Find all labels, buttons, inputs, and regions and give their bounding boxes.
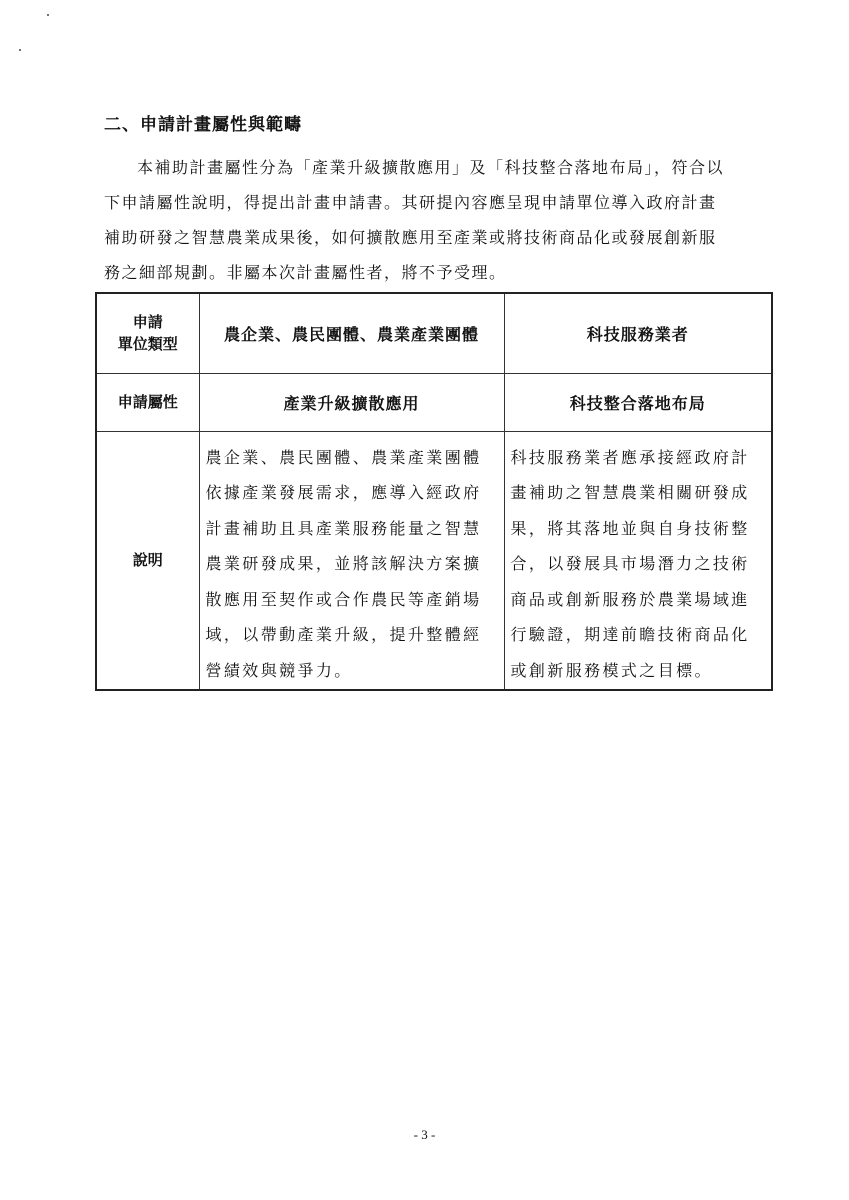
description-label: 說明 [96,431,199,690]
scan-speck [19,49,21,51]
agri-enterprise-header: 農企業、農民團體、農業產業團體 [199,293,504,373]
table-row-description [96,431,772,690]
unit-type-label: 申請 單位類型 [96,293,199,373]
intro-line: 補助研發之智慧農業成果後，如何擴散應用至產業或將技術商品化或發展創新服 [104,228,717,247]
tech-service-header: 科技服務業者 [504,293,772,373]
tech-service-description: 科技服務業者應承接經政府計 畫補助之智慧農業相關研發成 果，將其落地並與自身技術整 合，以發展具市場潛力之技術 商品或創新服務於農業場域進 行驗證，期達前瞻技術商品化 或創新服務模式之目標。 [504,431,772,690]
table-row-unit-type [96,293,772,373]
attributes-table [95,292,773,691]
intro-line: 下申請屬性說明，得提出計畫申請書。其研提內容應呈現申請單位導入政府計畫 [104,193,717,212]
section-heading: 二、申請計畫屬性與範疇 [104,115,302,135]
intro-line: 務之細部規劃。非屬本次計畫屬性者，將不予受理。 [104,263,507,282]
intro-line: 本補助計畫屬性分為「產業升級擴散應用」及「科技整合落地布局」，符合以 [137,158,725,177]
scan-speck [47,14,49,16]
attribute-label: 申請屬性 [96,373,199,431]
industry-upgrade-attribute: 產業升級擴散應用 [199,373,504,431]
agri-enterprise-description: 農企業、農民團體、農業產業團體 依據產業發展需求，應導入經政府 計畫補助且具產業服務能量之智慧 農業研發成果，並將該解決方案擴 散應用至契作或合作農民等產銷場 域，以帶動產業升級，提升整體經 營績效與競爭力。 [199,431,504,690]
page-number: - 3 - [413,1127,436,1142]
table-row-attribute [96,373,772,431]
tech-integration-attribute: 科技整合落地布局 [504,373,772,431]
intro-paragraph [104,150,772,290]
